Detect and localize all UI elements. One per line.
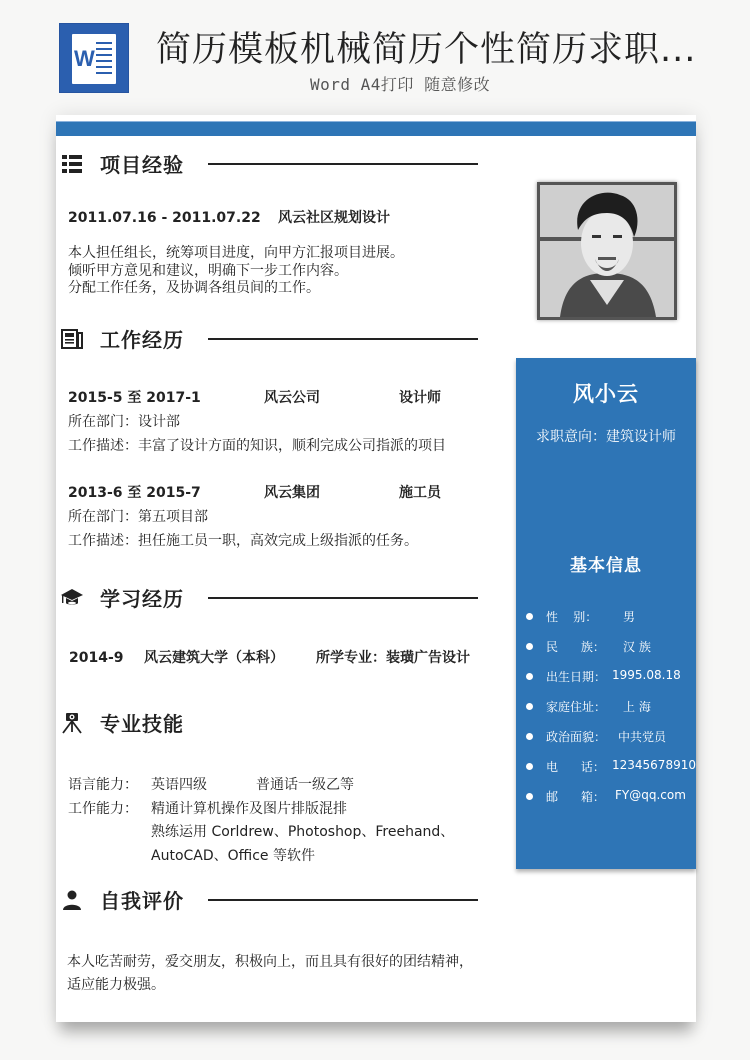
project-line: 分配工作任务，及协调各组员间的工作。 xyxy=(68,280,320,296)
portrait-photo xyxy=(537,182,677,320)
info-email xyxy=(526,788,696,806)
word-letter: W xyxy=(74,46,95,71)
section-divider xyxy=(208,338,478,340)
info-label: 民 族： xyxy=(546,640,605,654)
work-position: 设计师 xyxy=(399,390,441,406)
section-title: 专业技能 xyxy=(100,712,184,736)
section-title: 自我评价 xyxy=(100,889,184,913)
basic-info-title: 基本信息 xyxy=(570,556,642,576)
info-gender xyxy=(526,608,696,626)
info-value: 上 海 xyxy=(623,700,651,714)
skill-work-line: 精通计算机操作及图片排版混排 xyxy=(151,801,347,817)
graduation-cap-icon xyxy=(60,586,84,610)
portrait-illustration xyxy=(540,185,674,317)
list-icon xyxy=(60,152,84,176)
work-company: 风云集团 xyxy=(264,485,320,501)
education-major: 所学专业：装璜广告设计 xyxy=(316,650,470,666)
work-dates: 2013-6 至 2015-7 xyxy=(68,485,201,501)
info-label: 出生日期： xyxy=(546,670,607,684)
section-work-header xyxy=(56,324,486,354)
bullet-icon xyxy=(526,793,533,800)
skill-work-line: 熟练运用 Corldrew、Photoshop、Freehand、 xyxy=(151,824,455,840)
self-evaluation-line: 适应能力极强。 xyxy=(67,977,165,993)
section-divider xyxy=(208,899,478,901)
info-value: 1995.08.18 xyxy=(612,668,681,682)
bullet-icon xyxy=(526,733,533,740)
info-address xyxy=(526,698,696,716)
job-intent: 求职意向：建筑设计师 xyxy=(536,429,676,445)
bullet-icon xyxy=(526,673,533,680)
info-value: 12345678910 xyxy=(612,758,696,772)
skill-work-label: 工作能力： xyxy=(68,801,138,817)
skill-language-2: 普通话一级乙等 xyxy=(256,777,354,793)
info-birthdate xyxy=(526,668,696,686)
project-name: 风云社区规划设计 xyxy=(278,210,390,226)
bullet-icon xyxy=(526,703,533,710)
self-evaluation-line: 本人吃苦耐劳，爱交朋友，积极向上，而且具有很好的团结精神， xyxy=(67,954,473,970)
profile-panel xyxy=(516,358,696,869)
newspaper-icon xyxy=(60,327,84,351)
project-dates: 2011.07.16 - 2011.07.22 xyxy=(68,210,261,226)
skill-language-1: 英语四级 xyxy=(151,777,207,793)
section-divider xyxy=(208,163,478,165)
work-company: 风云公司 xyxy=(264,390,320,406)
info-ethnicity xyxy=(526,638,696,656)
section-projects-header xyxy=(56,149,486,179)
info-value: FY@qq.com xyxy=(615,788,686,802)
work-desc: 工作描述：丰富了设计方面的知识，顺利完成公司指派的项目 xyxy=(68,438,446,454)
resume-page xyxy=(56,115,696,1022)
candidate-name: 风小云 xyxy=(573,382,639,406)
info-label: 家庭住址： xyxy=(546,700,607,714)
bullet-icon xyxy=(526,613,533,620)
word-icon xyxy=(59,23,129,93)
camera-tripod-icon xyxy=(60,711,84,735)
section-self-header xyxy=(56,885,486,915)
section-title: 项目经验 xyxy=(100,153,184,177)
document-title: 简历模板机械简历个性简历求职... xyxy=(156,30,697,70)
info-label: 邮 箱： xyxy=(546,790,605,804)
banner xyxy=(0,0,750,110)
section-education-header xyxy=(56,583,486,613)
education-date: 2014-9 xyxy=(69,650,124,666)
info-value: 中共党员 xyxy=(618,730,667,744)
education-school: 风云建筑大学（本科） xyxy=(144,650,284,666)
info-value: 汉 族 xyxy=(623,640,651,654)
skill-work-line: AutoCAD、Office 等软件 xyxy=(151,848,315,864)
document-subtitle: Word A4打印 随意修改 xyxy=(310,75,491,94)
info-political xyxy=(526,728,696,746)
info-label: 政治面貌： xyxy=(546,730,607,744)
bullet-icon xyxy=(526,763,533,770)
bullet-icon xyxy=(526,643,533,650)
user-icon xyxy=(60,888,84,912)
work-dept: 所在部门：第五项目部 xyxy=(68,509,208,525)
work-position: 施工员 xyxy=(399,485,441,501)
section-skills-header xyxy=(56,708,486,738)
section-title: 工作经历 xyxy=(100,328,184,352)
project-line: 倾听甲方意见和建议，明确下一步工作内容。 xyxy=(68,263,348,279)
work-desc: 工作描述：担任施工员一职，高效完成上级指派的任务。 xyxy=(68,533,418,549)
section-title: 学习经历 xyxy=(100,587,184,611)
info-label: 电 话： xyxy=(546,760,605,774)
info-phone xyxy=(526,758,696,776)
info-value: 男 xyxy=(623,610,636,624)
work-dates: 2015-5 至 2017-1 xyxy=(68,390,201,406)
section-divider xyxy=(208,597,478,599)
project-line: 本人担任组长，统筹项目进度，向甲方汇报项目进展。 xyxy=(68,245,404,261)
info-label: 性 别： xyxy=(546,610,598,624)
top-accent-bar xyxy=(56,121,696,136)
skill-language-label: 语言能力： xyxy=(68,777,138,793)
work-dept: 所在部门：设计部 xyxy=(68,414,180,430)
